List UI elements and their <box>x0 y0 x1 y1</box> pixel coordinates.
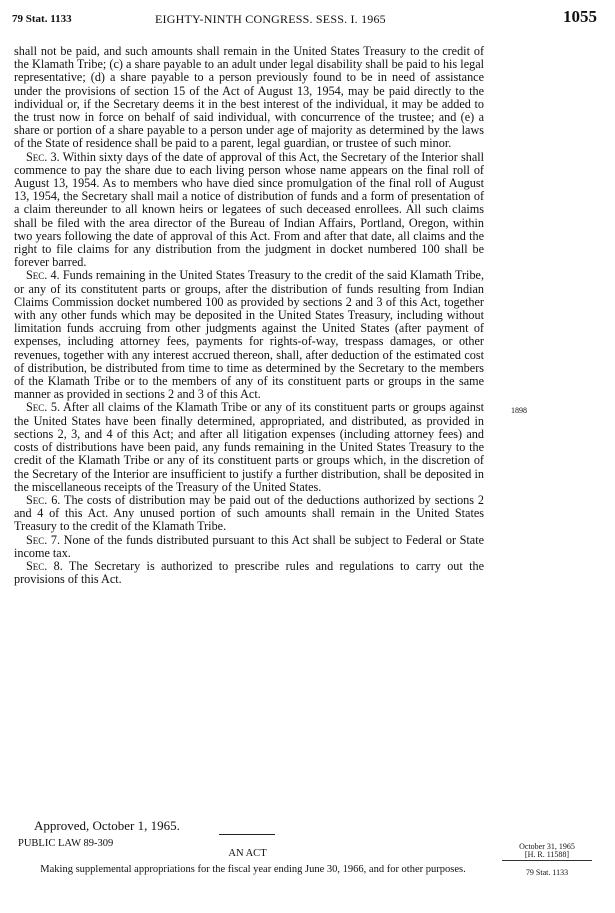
an-act-heading: AN ACT <box>228 848 267 859</box>
side-stat: 79 Stat. 1133 <box>525 868 569 877</box>
header-stat-citation: 79 Stat. 1133 <box>12 13 72 25</box>
header-congress-session: EIGHTY-NINTH CONGRESS. SESS. I. 1965 <box>155 12 386 26</box>
paragraph-continuation <box>14 45 484 151</box>
section-8 <box>14 560 484 586</box>
paragraph-text: shall not be paid, and such amounts shall remain in the United States Treasury to the credit of the Klamath Tribe; (c) a share payable to an adult under legal disability shall be paid to his legal representative; (d) a share payable to a person previously found to be in need of assistance under the provisions of section 15 of the Act of August 13, 1954, may be paid directly to the individual or, if the Secretary deems it in the best interest of the individual, it may be added to the trust now in force on behalf of said individual, with concurrence of the trustee; and (e) a share or portion of a share payable to a person under age of majority as determined by the laws of the State of residence shall be paid to a parent, legal guardian, or trustee of such minor. <box>14 44 484 151</box>
section-heading: Sec. 3. <box>26 149 60 164</box>
section-text: Funds remaining in the United States Treasury to the credit of the said Klamath Tribe, or any of its constitutent parts or groups, after the distribution of funds resulting from Indian Claims Commission docket numbered 100 as provided by sections 2 and 3 of this Act, together with any other funds which may be deposited in the United States Treasury, including without limitation funds accruing from other judgments against the United States (after payment of expenses, including attorney fees, payments for rights-of-way, trespass damages, or other revenues, together with any interest accrued thereon, shall, after deduction of the estimated cost of distribution, be distributed from time to time as determined by the Secretary to the members of the Klamath Tribe or to the members of any of its constituent parts or groups in the same manner as provided in sections 2 and 3 of this Act. <box>14 268 484 402</box>
act-purpose: Making supplemental appropriations for the fiscal year ending June 30, 1966, and for other purposes. <box>40 864 466 875</box>
section-text: Within sixty days of the date of approval of this Act, the Secretary of the Interior shall commence to pay the share due to each living person whose name appears on the final roll of August 13, 1954. As to members who have died since promulgation of the final roll of August 13, 1954, the Secretary shall mail a notice of distribution of funds and a form of presentation of a claim thereunder to all known heirs or legatees of such deceased enrollees. All such claims shall be filed with the area director of the Bureau of Indian Affairs, Portland, Oregon, within two years following the date of approval of this Act. From and after that date, all claims and the right to file claims for any distribution from the judgment in docket numbered 100 shall be forever barred. <box>14 149 484 270</box>
section-5 <box>14 401 484 493</box>
public-law-number: PUBLIC LAW 89-309 <box>18 838 114 849</box>
approval-date: Approved, October 1, 1965. <box>34 818 180 833</box>
section-3 <box>14 151 484 270</box>
side-citation <box>502 843 592 877</box>
section-heading: Sec. 7. <box>26 532 61 547</box>
section-4 <box>14 269 484 401</box>
page-number: 1055 <box>563 7 597 26</box>
section-heading: Sec. 4. <box>26 268 60 283</box>
section-text: The Secretary is authorized to prescribe rules and regulations to carry out the provisions of this Act. <box>14 558 485 587</box>
section-heading: Sec. 8. <box>26 558 63 573</box>
page-header <box>0 0 615 40</box>
section-text: None of the funds distributed pursuant to this Act shall be subject to Federal or State income tax. <box>14 532 484 560</box>
section-text: The costs of distribution may be paid out of the deductions authorized by sections 2 and 4 of this Act. Any unused portion of such amounts shall remain in the United States Treasury to the credit of the Klamath Tribe. <box>14 492 484 534</box>
section-7 <box>14 534 484 560</box>
section-text: After all claims of the Klamath Tribe or any of its constituent parts or groups against the United States have been finally determined, appropriated, and distributed, as provided in sections 2, 3, and 4 of this Act; and after all litigation expenses (including attorney fees) and costs of distributions have been paid, any funds remaining in the United States Treasury to the credit of the Klamath Tribe or any of its constituent parts or groups which, in the discretion of the Secretary of the Interior are insufficient to justify a further distribution, shall be deposited in the miscellaneous receipts of the Treasury of the United States. <box>14 400 484 494</box>
divider-rule <box>219 834 275 835</box>
statute-body <box>14 45 484 586</box>
side-date: October 31, 1965 <box>519 842 575 851</box>
side-bill-number: [H. R. 11588] <box>502 851 592 861</box>
section-6 <box>14 494 484 534</box>
section-heading: Sec. 5. <box>26 400 61 415</box>
margin-page-reference: 1898 <box>511 406 527 415</box>
section-heading: Sec. 6. <box>26 492 61 507</box>
